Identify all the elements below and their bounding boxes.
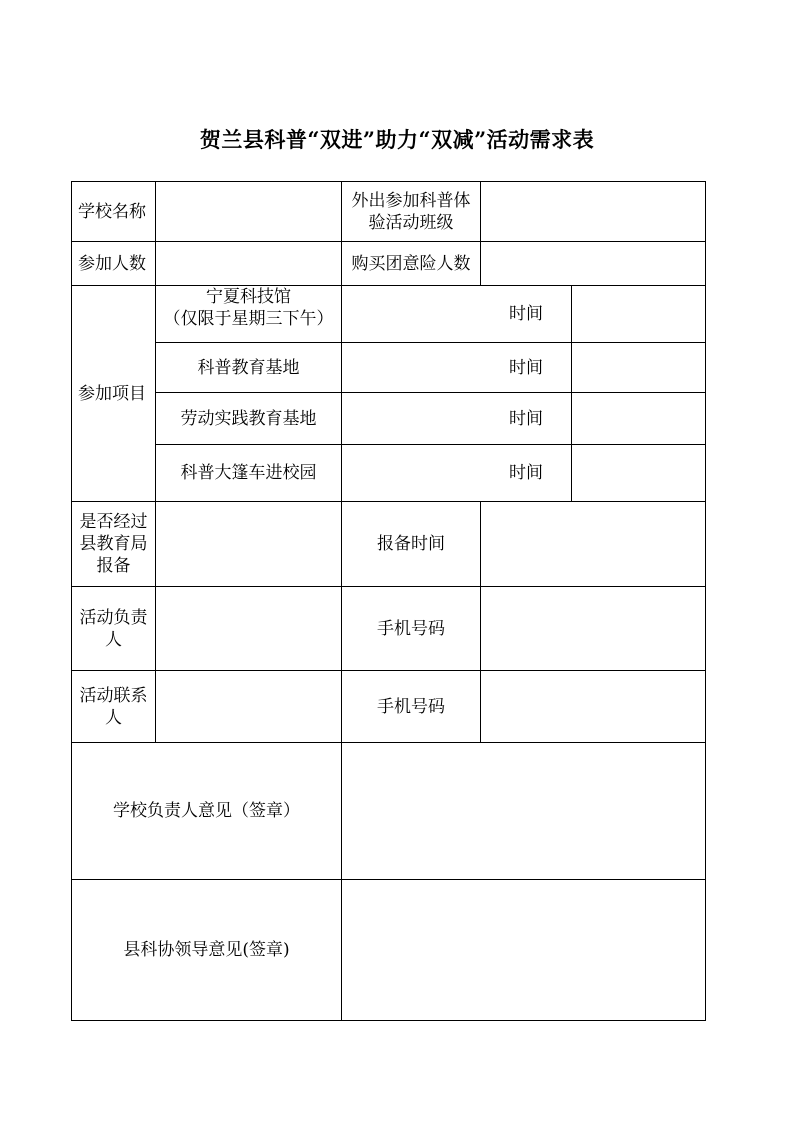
museum-note: （仅限于星期三下午） bbox=[163, 309, 334, 329]
contact-person-label: 活动联系人 bbox=[79, 685, 148, 728]
science-base-time-field[interactable] bbox=[572, 343, 705, 392]
science-base-time-label: 时间 bbox=[509, 357, 543, 378]
school-name-field[interactable] bbox=[156, 182, 341, 241]
reported-label: 是否经过县教育局报备 bbox=[79, 512, 148, 576]
contact-phone-field[interactable] bbox=[481, 671, 705, 742]
science-base-field[interactable] bbox=[342, 343, 480, 392]
county-opinion-label: 县科协领导意见(签章) bbox=[123, 940, 290, 960]
county-opinion-field[interactable] bbox=[342, 880, 705, 1020]
participants-field[interactable] bbox=[156, 242, 341, 285]
class-name-label: 外出参加科普体验活动班级 bbox=[351, 190, 471, 233]
science-tent-label: 科普大篷车进校园 bbox=[180, 463, 317, 483]
insurance-field[interactable] bbox=[481, 242, 705, 285]
school-name-label: 学校名称 bbox=[78, 201, 146, 222]
reported-field[interactable] bbox=[156, 502, 341, 586]
leader-phone-label: 手机号码 bbox=[377, 618, 445, 639]
contact-phone-label: 手机号码 bbox=[377, 696, 445, 717]
museum-label: 宁夏科技馆 bbox=[206, 287, 291, 307]
science-tent-time-label: 时间 bbox=[509, 463, 543, 483]
labor-base-time-label: 时间 bbox=[509, 408, 543, 429]
project-label: 参加项目 bbox=[78, 383, 146, 404]
museum-time-label: 时间 bbox=[509, 304, 543, 324]
school-opinion-field[interactable] bbox=[342, 743, 705, 879]
museum-time-field[interactable] bbox=[572, 286, 705, 342]
page-title: 贺兰县科普“双进”助力“双减”活动需求表 bbox=[199, 127, 595, 152]
activity-leader-label: 活动负责人 bbox=[79, 607, 148, 650]
science-base-label: 科普教育基地 bbox=[197, 357, 300, 378]
participants-label: 参加人数 bbox=[78, 253, 146, 274]
class-name-field[interactable] bbox=[481, 182, 705, 241]
report-time-field[interactable] bbox=[481, 502, 705, 586]
activity-leader-field[interactable] bbox=[156, 587, 341, 670]
report-time-label: 报备时间 bbox=[377, 534, 445, 554]
contact-person-field[interactable] bbox=[156, 671, 341, 742]
science-tent-time-field[interactable] bbox=[572, 445, 705, 501]
labor-base-field[interactable] bbox=[342, 393, 480, 444]
insurance-label: 购买团意险人数 bbox=[351, 253, 471, 274]
school-opinion-label: 学校负责人意见（签章） bbox=[113, 801, 300, 821]
labor-base-label: 劳动实践教育基地 bbox=[180, 408, 317, 429]
leader-phone-field[interactable] bbox=[481, 587, 705, 670]
science-tent-field[interactable] bbox=[342, 445, 480, 501]
labor-base-time-field[interactable] bbox=[572, 393, 705, 444]
